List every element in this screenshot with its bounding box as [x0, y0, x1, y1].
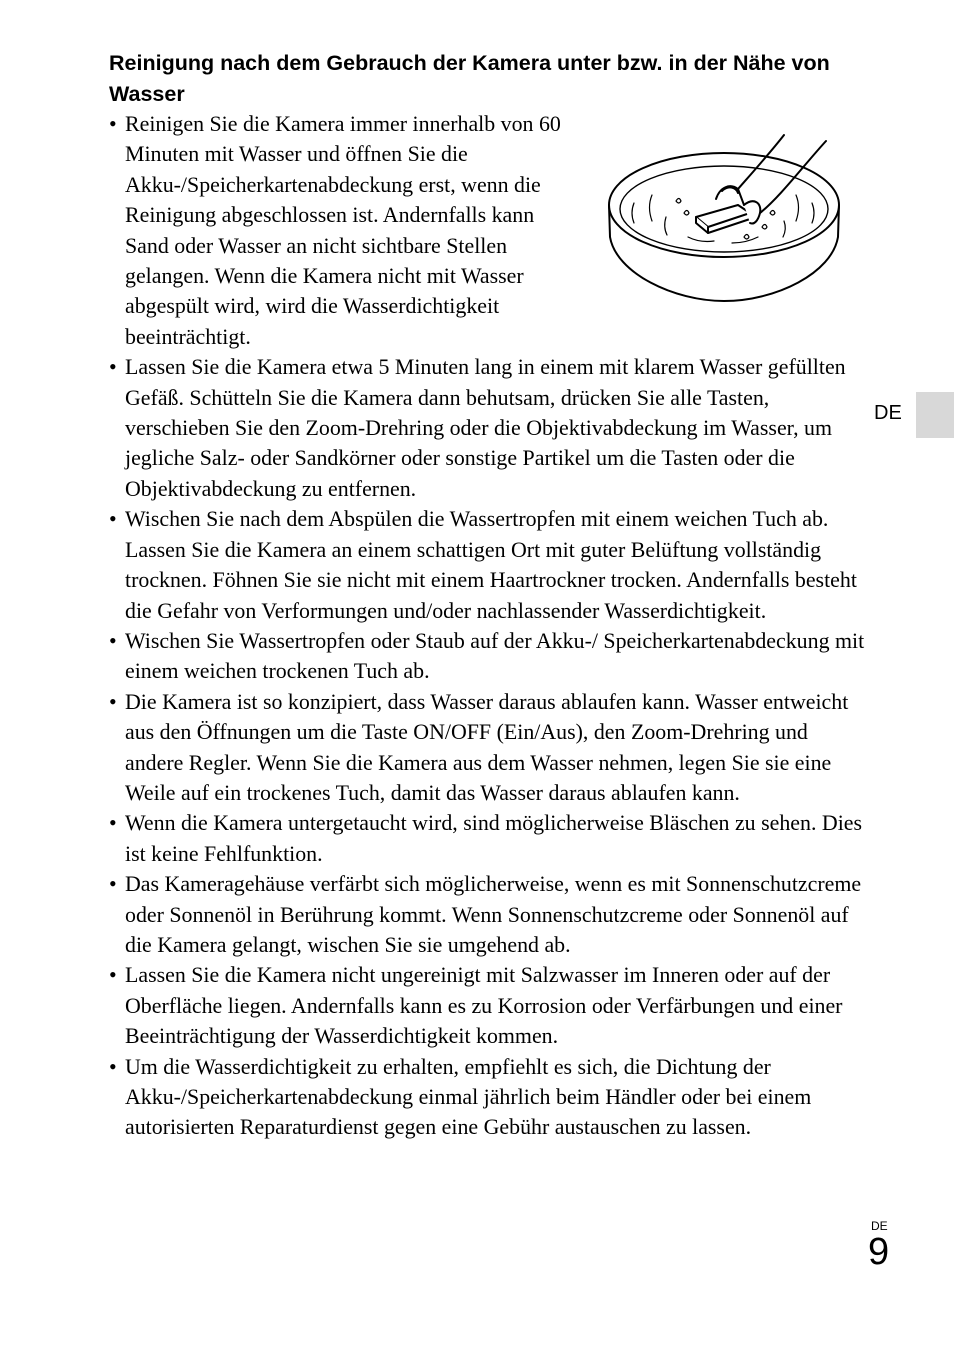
list-item	[109, 1052, 869, 1143]
language-tab-label: DE	[874, 402, 902, 424]
bullet: •	[109, 962, 117, 988]
bullet: •	[109, 810, 117, 836]
camera-in-water-bowl-illustration	[604, 133, 844, 308]
page-number: 9	[868, 1231, 890, 1273]
bullet: •	[109, 871, 117, 897]
bullet: •	[109, 111, 117, 136]
list-item-text: Wischen Sie nach dem Abspülen die Wassertropfen mit einem weichen Tuch ab. Lassen Sie die Kamera an einem schattigen Ort mit guter Belüftung vollständig trocknen. Föhnen Sie sie nicht mit einem Haartrockner trocken. Andernfalls besteht die Gefahr von Verformungen und/oder nachlassender Wasserdichtigkeit.	[125, 506, 857, 623]
list-item	[109, 504, 869, 626]
list-item-text: Wischen Sie Wassertropfen oder Staub auf der Akku-/ Speicherkartenabdeckung mit einem weichen trockenen Tuch ab.	[125, 627, 865, 684]
list-item	[109, 626, 869, 687]
list-item	[109, 352, 869, 504]
list-item-text: Um die Wasserdichtigkeit zu erhalten, empfiehlt es sich, die Dichtung der Akku-/Speicherkartenabdeckung einmal jährlich beim Händler oder bei einem autorisierten Reparaturdienst gegen eine Gebühr austauschen zu lassen.	[125, 1053, 812, 1140]
list-item	[109, 687, 869, 809]
language-side-tab	[916, 392, 954, 438]
bullet: •	[109, 627, 117, 653]
bullet: •	[109, 1053, 117, 1079]
footer-language-code: DE	[871, 1219, 888, 1233]
section-heading: Reinigung nach dem Gebrauch der Kamera unter bzw. in der Nähe von Wasser	[109, 51, 830, 106]
list-item-text: Reinigen Sie die Kamera immer innerhalb von 60 Minuten mit Wasser und öffnen Sie die Akku-/Speicherkartenabdeckung erst, wenn die Reinigung abgeschlossen ist. Andernfalls kann Sand oder Wasser an nicht sichtbare Stellen gelangen. Wenn die Kamera nicht mit Wasser abgespült wird, wird die Wasserdichtigkeit beeinträchtigt.	[125, 111, 561, 349]
list-item-text: Die Kamera ist so konzipiert, dass Wasser daraus ablaufen kann. Wasser entweicht aus den Öffnungen um die Taste ON/OFF (Ein/Aus), den Zoom-Drehring und andere Regler. Wenn Sie die Kamera aus dem Wasser nehmen, legen Sie sie eine Weile auf ein trockenes Tuch, damit das Wasser daraus ablaufen kann.	[125, 688, 849, 805]
list-item-text: Lassen Sie die Kamera nicht ungereinigt mit Salzwasser im Inneren oder auf der Oberfläche liegen. Andernfalls kann es zu Korrosion oder Verfärbungen und einer Beeinträchtigung der Wasserdichtigkeit kommen.	[125, 962, 843, 1049]
list-item-text: Lassen Sie die Kamera etwa 5 Minuten lang in einem mit klarem Wasser gefüllten Gefäß. Schütteln Sie die Kamera dann behutsam, drücken Sie alle Tasten, verschieben Sie den Zoom-Drehring oder die Objektivabdeckung im Wasser, um jegliche Salz- oder Sandkörner oder sonstige Partikel um die Tasten oder die Objektivabdeckung zu entfernen.	[125, 354, 846, 501]
list-item	[109, 960, 869, 1051]
list-item-text: Das Kameragehäuse verfärbt sich möglicherweise, wenn es mit Sonnenschutzcreme oder Sonnenöl in Berührung kommt. Wenn Sonnenschutzcreme oder Sonnenöl auf die Kamera gelangt, wischen Sie sie umgehend ab.	[125, 871, 862, 957]
bullet: •	[109, 354, 117, 380]
bullet: •	[109, 506, 117, 532]
list-item	[109, 808, 869, 869]
list-item	[109, 869, 869, 960]
list-item-text: Wenn die Kamera untergetaucht wird, sind möglicherweise Bläschen zu sehen. Dies ist keine Fehlfunktion.	[125, 810, 863, 866]
bullet: •	[109, 688, 117, 714]
